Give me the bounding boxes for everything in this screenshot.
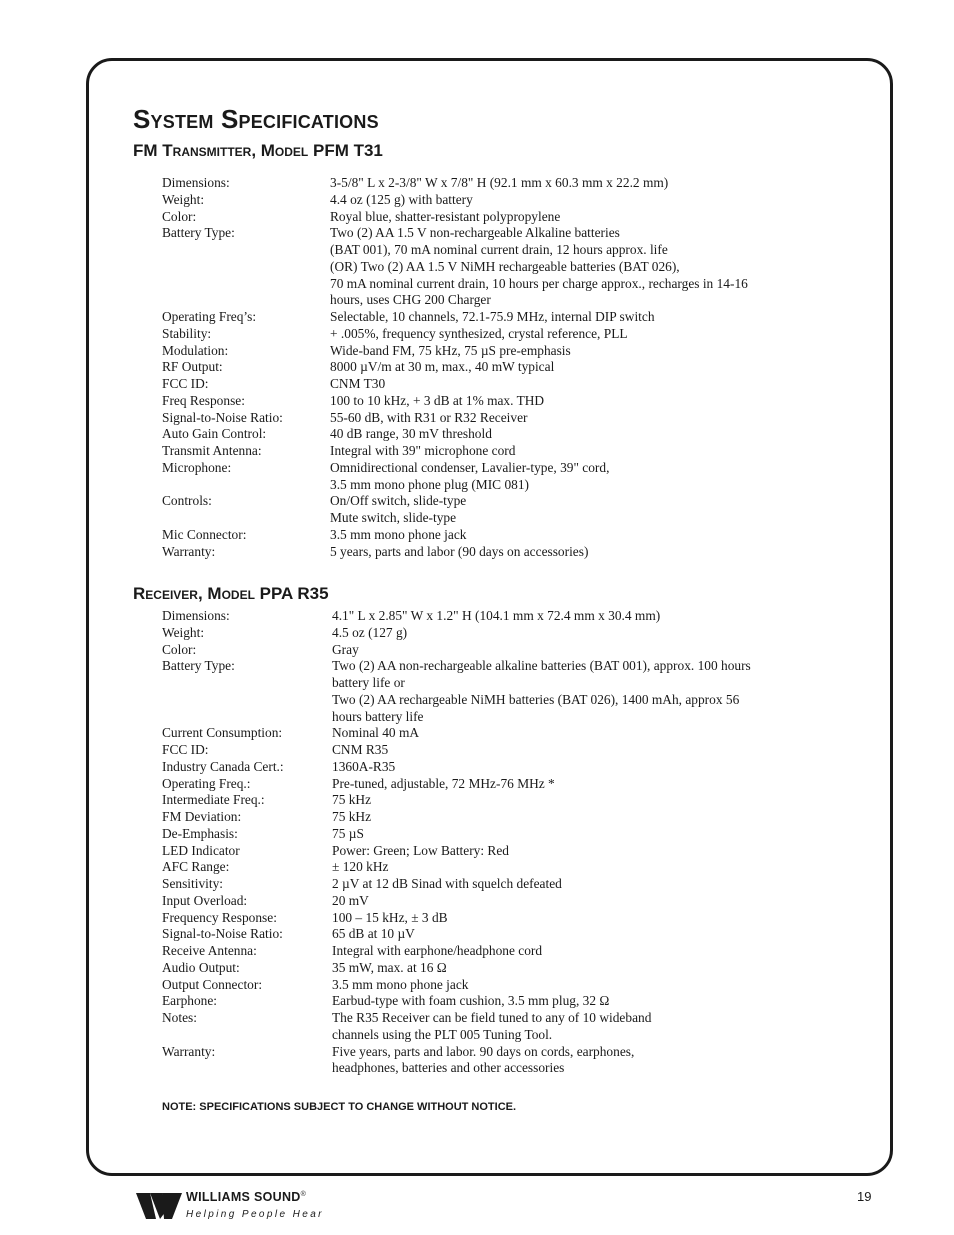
spec-value: [330, 544, 802, 561]
spec-label: Operating Freq.:: [162, 775, 251, 791]
spec-value: [332, 993, 802, 1010]
spec-value-line: 3.5 mm mono phone jack: [330, 526, 467, 542]
spec-row: [162, 893, 802, 910]
brand-name: WILLIAMS SOUND®: [186, 1190, 307, 1204]
spec-value-line: (OR) Two (2) AA 1.5 V NiMH rechargeable batteries (BAT 026),: [330, 258, 680, 274]
spec-row: [162, 426, 802, 443]
spec-row: [162, 993, 802, 1010]
spec-value-line: battery life or: [332, 675, 405, 690]
spec-row: [162, 658, 802, 725]
spec-row: [162, 742, 802, 759]
spec-label: Warranty:: [162, 543, 216, 559]
spec-value-line: hours, uses CHG 200 Charger: [330, 292, 491, 308]
spec-value-line: ± 120 kHz: [332, 859, 389, 875]
spec-value-line: 65 dB at 10 µV: [332, 926, 415, 942]
spec-value-line: Royal blue, shatter-resistant polypropylene: [330, 208, 561, 224]
spec-row: [162, 544, 802, 561]
spec-label: Notes:: [162, 1010, 197, 1025]
spec-row: [162, 209, 802, 226]
spec-label: Current Consumption:: [162, 725, 283, 741]
transmitter-heading: FM Transmitter, Model PFM T31: [133, 141, 383, 160]
spec-value: [332, 1010, 802, 1044]
spec-value: [332, 658, 802, 725]
spec-row: [162, 1010, 802, 1044]
spec-row: [162, 926, 802, 943]
spec-value-line: Five years, parts and labor. 90 days on cords, earphones,: [332, 1043, 635, 1059]
spec-value-line: 4.1" L x 2.85" W x 1.2" H (104.1 mm x 72.4 mm x 30.4 mm): [332, 608, 661, 623]
spec-value-line: Nominal 40 mA: [332, 725, 420, 741]
spec-label: RF Output:: [162, 359, 223, 375]
spec-row: [162, 625, 802, 642]
spec-row: [162, 725, 802, 742]
spec-label: Audio Output:: [162, 959, 240, 975]
spec-label: Industry Canada Cert.:: [162, 758, 284, 774]
transmitter-spec-table: [162, 175, 802, 560]
spec-label: Receive Antenna:: [162, 943, 257, 958]
spec-value: [332, 859, 802, 876]
spec-row: [162, 410, 802, 427]
spec-value-line: 100 – 15 kHz, ± 3 dB: [332, 909, 448, 925]
spec-value: [332, 910, 802, 927]
spec-value-line: + .005%, frequency synthesized, crystal reference, PLL: [330, 325, 628, 341]
spec-value: [330, 343, 802, 360]
spec-value-line: Omnidirectional condenser, Lavalier-type, 39" cord,: [330, 459, 610, 475]
spec-value: [330, 376, 802, 393]
spec-value-line: channels using the PLT 005 Tuning Tool.: [332, 1026, 553, 1042]
spec-label: Sensitivity:: [162, 876, 224, 891]
spec-value: [330, 192, 802, 209]
spec-row: [162, 443, 802, 460]
spec-value: [332, 826, 802, 843]
spec-label: Weight:: [162, 624, 205, 640]
spec-row: [162, 393, 802, 410]
brand-tagline: Helping People Hear: [186, 1209, 324, 1220]
spec-row: [162, 642, 802, 659]
spec-value-line: 5 years, parts and labor (90 days on accessories): [330, 543, 589, 559]
spec-label: Dimensions:: [162, 608, 230, 623]
spec-value-line: Pre-tuned, adjustable, 72 MHz-76 MHz *: [332, 775, 555, 791]
spec-row: [162, 759, 802, 776]
page-number: 19: [857, 1189, 872, 1204]
spec-value-line: Two (2) AA non-rechargeable alkaline batteries (BAT 001), approx. 100 hours: [332, 658, 751, 674]
spec-value: [330, 443, 802, 460]
spec-value: [332, 725, 802, 742]
spec-value-line: 75 µS: [332, 825, 364, 841]
spec-label: Operating Freq’s:: [162, 309, 257, 324]
spec-value-line: 75 kHz: [332, 792, 372, 808]
spec-label: Color:: [162, 208, 197, 224]
spec-value-line: 20 mV: [332, 892, 369, 908]
spec-row: [162, 826, 802, 843]
spec-row: [162, 809, 802, 826]
receiver-spec-table: [162, 608, 802, 1077]
spec-label: Weight:: [162, 191, 205, 207]
spec-row: [162, 359, 802, 376]
spec-row: [162, 225, 802, 309]
spec-value-line: headphones, batteries and other accessories: [332, 1060, 565, 1076]
spec-value-line: Gray: [332, 641, 359, 657]
spec-value-line: 1360A-R35: [332, 758, 396, 774]
spec-value-line: Integral with 39" microphone cord: [330, 443, 516, 458]
spec-label: Freq Response:: [162, 392, 245, 408]
spec-label: Mic Connector:: [162, 526, 247, 542]
spec-value-line: hours battery life: [332, 708, 424, 724]
spec-row: [162, 460, 802, 494]
spec-row: [162, 326, 802, 343]
spec-value: [332, 926, 802, 943]
spec-value-line: Earbud-type with foam cushion, 3.5 mm plug, 32 Ω: [332, 993, 610, 1009]
spec-label: AFC Range:: [162, 859, 230, 875]
spec-value: [330, 225, 802, 309]
spec-label: Auto Gain Control:: [162, 426, 267, 442]
spec-value-line: 8000 µV/m at 30 m, max., 40 mW typical: [330, 359, 555, 375]
spec-value: [332, 977, 802, 994]
spec-label: Modulation:: [162, 342, 229, 358]
spec-row: [162, 309, 802, 326]
spec-value-line: 4.5 oz (127 g): [332, 624, 408, 640]
spec-label: De-Emphasis:: [162, 825, 238, 841]
spec-value: [332, 625, 802, 642]
spec-row: [162, 175, 802, 192]
spec-value: [332, 876, 802, 893]
spec-value: [330, 410, 802, 427]
spec-label: Battery Type:: [162, 225, 235, 241]
spec-row: [162, 343, 802, 360]
spec-row: [162, 910, 802, 927]
spec-value: [330, 527, 802, 544]
spec-value-line: On/Off switch, slide-type: [330, 493, 467, 509]
spec-label: Warranty:: [162, 1043, 216, 1059]
spec-label: Controls:: [162, 493, 212, 509]
spec-value-line: Two (2) AA 1.5 V non-rechargeable Alkaline batteries: [330, 225, 620, 241]
spec-label: Earphone:: [162, 993, 218, 1009]
spec-value: [332, 893, 802, 910]
specs-notice: NOTE: SPECIFICATIONS SUBJECT TO CHANGE WITHOUT NOTICE.: [162, 1101, 517, 1113]
spec-row: [162, 792, 802, 809]
spec-value: [332, 792, 802, 809]
spec-value-line: Mute switch, slide-type: [330, 510, 457, 525]
spec-value: [332, 642, 802, 659]
spec-row: [162, 376, 802, 393]
spec-label: FM Deviation:: [162, 809, 242, 824]
spec-row: [162, 843, 802, 860]
spec-row: [162, 608, 802, 625]
spec-row: [162, 776, 802, 793]
spec-value: [332, 776, 802, 793]
spec-label: Frequency Response:: [162, 909, 277, 925]
spec-value: [330, 426, 802, 443]
spec-value: [330, 460, 802, 494]
spec-value-line: Power: Green; Low Battery: Red: [332, 842, 510, 858]
spec-row: [162, 1044, 802, 1078]
spec-label: Intermediate Freq.:: [162, 792, 265, 808]
spec-label: Stability:: [162, 325, 212, 341]
spec-value-line: CNM T30: [330, 376, 386, 391]
spec-row: [162, 859, 802, 876]
spec-value: [330, 326, 802, 343]
spec-row: [162, 943, 802, 960]
spec-label: Signal-to-Noise Ratio:: [162, 409, 283, 425]
spec-row: [162, 192, 802, 209]
spec-value: [332, 943, 802, 960]
spec-value: [330, 393, 802, 410]
spec-label: Dimensions:: [162, 175, 230, 190]
spec-label: Color:: [162, 641, 197, 657]
spec-value-line: 100 to 10 kHz, + 3 dB at 1% max. THD: [330, 392, 545, 408]
spec-value: [330, 309, 802, 326]
spec-label: Input Overload:: [162, 892, 248, 908]
spec-row: [162, 493, 802, 527]
spec-value-line: 70 mA nominal current drain, 10 hours per charge approx., recharges in 14-16: [330, 275, 748, 291]
spec-value-line: 55-60 dB, with R31 or R32 Receiver: [330, 409, 528, 425]
spec-value-line: (BAT 001), 70 mA nominal current drain, 12 hours approx. life: [330, 242, 668, 257]
spec-value: [332, 960, 802, 977]
spec-value: [332, 608, 802, 625]
spec-label: Transmit Antenna:: [162, 443, 262, 458]
spec-value-line: 40 dB range, 30 mV threshold: [330, 426, 492, 442]
spec-value: [332, 759, 802, 776]
spec-value-line: 3.5 mm mono phone jack: [332, 976, 469, 992]
page-title: System Specifications: [133, 104, 379, 134]
spec-value-line: 4.4 oz (125 g) with battery: [330, 191, 473, 207]
spec-value-line: Selectable, 10 channels, 72.1-75.9 MHz, internal DIP switch: [330, 309, 655, 324]
spec-value: [332, 1044, 802, 1078]
spec-value: [332, 843, 802, 860]
spec-label: FCC ID:: [162, 376, 209, 391]
spec-value: [332, 809, 802, 826]
spec-value: [332, 742, 802, 759]
spec-label: Signal-to-Noise Ratio:: [162, 926, 283, 942]
spec-label: Microphone:: [162, 459, 232, 475]
spec-value-line: Wide-band FM, 75 kHz, 75 µS pre-emphasis: [330, 342, 571, 358]
spec-value-line: 2 µV at 12 dB Sinad with squelch defeated: [332, 876, 562, 891]
spec-row: [162, 977, 802, 994]
spec-label: Output Connector:: [162, 976, 263, 992]
receiver-heading: Receiver, Model PPA R35: [133, 584, 329, 603]
spec-value: [330, 359, 802, 376]
spec-value: [330, 175, 802, 192]
spec-value-line: 35 mW, max. at 16 Ω: [332, 959, 447, 975]
spec-value: [330, 493, 802, 527]
spec-row: [162, 527, 802, 544]
spec-label: LED Indicator: [162, 842, 240, 858]
spec-value: [330, 209, 802, 226]
spec-value-line: 3.5 mm mono phone plug (MIC 081): [330, 476, 529, 492]
spec-row: [162, 960, 802, 977]
spec-label: Battery Type:: [162, 658, 235, 674]
spec-value-line: Integral with earphone/headphone cord: [332, 943, 543, 958]
spec-label: FCC ID:: [162, 742, 209, 757]
spec-value-line: The R35 Receiver can be field tuned to any of 10 wideband: [332, 1010, 652, 1025]
spec-row: [162, 876, 802, 893]
spec-value-line: Two (2) AA rechargeable NiMH batteries (BAT 026), 1400 mAh, approx 56: [332, 691, 740, 707]
spec-value-line: 3-5/8" L x 2-3/8" W x 7/8" H (92.1 mm x 60.3 mm x 22.2 mm): [330, 175, 669, 190]
spec-value-line: 75 kHz: [332, 809, 372, 824]
spec-value-line: CNM R35: [332, 742, 389, 757]
